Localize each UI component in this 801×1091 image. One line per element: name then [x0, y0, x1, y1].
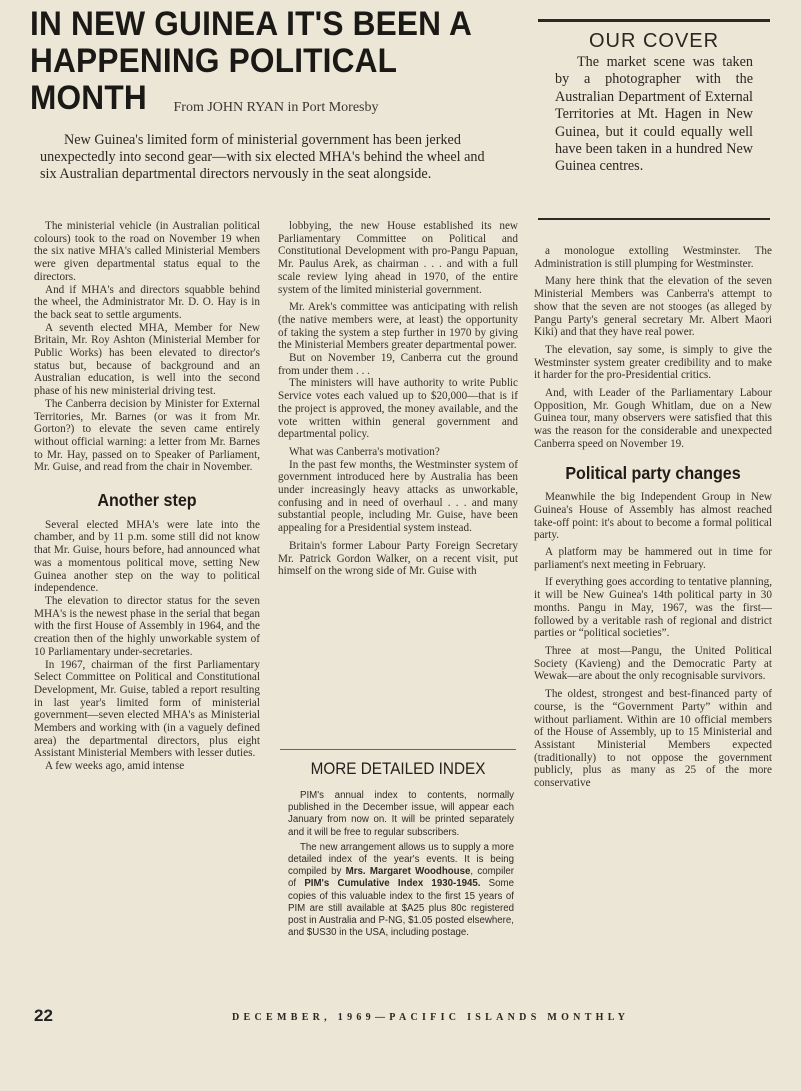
intro-paragraph: New Guinea's limited form of ministerial government has been jerked unexpectedly into second gear—with six elected MHA's behind the wheel and six Australian departmental directors nervously in the seat alongside. [40, 132, 485, 182]
index-box-rule [280, 749, 516, 750]
paragraph: The oldest, strongest and best-financed party of course, is the “Government Party” within and without parliament. Within are 10 official members of the House of Assembly, up to 15 Ministerial and Assistant Ministerial Members expected (traditionally) to not oppose the government publicly, plus as many as 25 of the more conservative [534, 688, 772, 790]
paragraph: Several elected MHA's were late into the chamber, and by 11 p.m. some still did not know that Mr. Guise, hours before, had announced what was a momentous political move, setting New Guinea another step on the way to political independence. [34, 518, 260, 595]
index-paragraph: PIM's annual index to contents, normally published in the December issue, will appear each January from now on. It will be printed separately and it will be free to regular subscribers. [288, 790, 514, 838]
paragraph: What was Canberra's motivation? [289, 445, 440, 458]
cover-box-text: The market scene was taken by a photographer with the Australian Department of External Territories at Mt. Hagen in New Guinea, but it could equally well have been taken in a hundred New Guinea centres. [555, 54, 753, 175]
paragraph: And if MHA's and directors squabble behind the wheel, the Administrator Mr. D. O. Hay is in the back seat to settle arguments. [34, 283, 260, 321]
index-box-body [288, 790, 514, 942]
index-box-title: MORE DETAILED INDEX [310, 759, 486, 778]
paragraph: But on November 19, Canberra cut the ground from under them . . . [278, 352, 518, 377]
index-text: , compiler of [288, 866, 514, 890]
paragraph: In 1967, chairman of the first Parliamentary Select Committee on Political and Constitutional Development, Mr. Guise, tabled a report resulting in last year's limited form of ministerial government—seven elected MHA's as Ministerial Members and working with (in a vaguely defined area) the departmental directors, plus eight Assistant Ministerial Members with lesser duties. [34, 658, 260, 760]
paragraph: Three at most—Pangu, the United Political Society (Kavieng) and the Democratic Party at Wewak—are about the only recognisable survivors. [534, 644, 772, 683]
page-number: 22 [34, 1006, 53, 1025]
index-publication-title: PIM's Cumulative Index 1930-1945. [304, 878, 481, 890]
paragraph: lobbying, the new House established its new Parliamentary Committee on Political and Constitutional Development with pro-Pangu Papuan, Mr. Paulus Arek, as chairman . . . and with a full scale review lying ahead in 1970, of the entire system of the limited ministerial government. [278, 220, 518, 296]
subhead-political-party-changes: Political party changes [565, 462, 741, 483]
byline: From JOHN RYAN in Port Moresby [173, 100, 379, 115]
paragraph: A seventh elected MHA, Member for New Britain, Mr. Roy Ashton (Ministerial Member for Public Works) has been elevated to director's status but, because of background and an Australian education, is well into the second phase of his new ministerial driving test. [34, 321, 260, 398]
paragraph: The Canberra decision by Minister for External Territories, Mr. Barnes (or was it from Mr. Gorton?) to elevate the seven came entirely without official warning: a letter from Mr. Barnes to Mr. Hay, passed on to Speaker of Parliament, Mr. Guise, and read from the chair in November. [34, 397, 260, 474]
cover-box-title: OUR COVER [588, 30, 720, 52]
subhead-another-step: Another step [97, 490, 197, 511]
paragraph: Mr. Arek's committee was anticipating with relish (the native members were, at least) the opportunity of taking the system a step further in 1970 by giving the Ministerial Members greater departmental power. [278, 301, 518, 352]
paragraph: A few weeks ago, amid intense [45, 760, 185, 773]
paragraph: The ministerial vehicle (in Australian political colours) took to the road on November 19 when the six native MHA's called Ministerial Members were given departmental status equal to the directors. [34, 220, 260, 283]
index-paragraph [288, 842, 514, 940]
paragraph: Many here think that the elevation of the seven Ministerial Members was Canberra's attempt to show that the seven are not stooges (as alleged by Pangu Party's general secretary Mr. Albert Maori Kiki) and that they have real power. [534, 275, 772, 339]
article-column-1 [34, 220, 260, 773]
paragraph: The elevation, say some, is simply to give the Westminster system greater credibility and to make it harder for the pro-Presidential critics. [534, 343, 772, 382]
index-text: Some copies of this valuable index to the first 15 years of PIM are still available at $A25 plus 80c registered post in Australia and P-NG, $1.05 posted elsewhere, and $US30 in the USA, including postage. [288, 878, 514, 939]
paragraph: a monologue extolling Westminster. The Administration is still plumping for Westminster. [534, 245, 772, 270]
cover-box-bottom-rule [538, 218, 770, 220]
cover-box-top-rule [538, 19, 770, 22]
headline: IN NEW GUINEA IT'S BEEN A HAPPENING POLITICAL MONTH [30, 5, 471, 117]
paragraph: Meanwhile the big Independent Group in New Guinea's House of Assembly has almost reached take-off point: it's about to become a formal political party. [534, 491, 772, 542]
paragraph: In the past few months, the Westminster system of government introduced here by Australia has been under increasingly heavy attacks as unworkable, confusing and in need of overhaul . . . and many substantial people, including Mr. Guise, have been appealing for a Presidential system instead. [278, 458, 518, 535]
index-text: The new arrangement allows us to supply a more detailed index of the year's events. It is being compiled by [288, 841, 514, 878]
paragraph: Britain's former Labour Party Foreign Secretary Mr. Patrick Gordon Walker, on a recent visit, put himself on the wrong side of Mr. Guise with [278, 539, 518, 578]
paragraph: The elevation to director status for the seven MHA's is the newest phase in the serial that began with the first House of Assembly in 1964, and the creation then of the highly unworkable system of 10 Parliamentary under-secretaries. [34, 594, 260, 658]
running-footer: DECEMBER, 1969—PACIFIC ISLANDS MONTHLY [232, 1012, 630, 1023]
compiler-name: Mrs. Margaret Woodhouse [345, 866, 471, 878]
article-column-3 [534, 245, 772, 790]
paragraph: A platform may be hammered out in time for parliament's next meeting in February. [534, 546, 772, 571]
paragraph: And, with Leader of the Parliamentary Labour Opposition, Mr. Gough Whitlam, due on a New Guinea tour, many observers were satisfied that this was the reason for the considerable and unexpected Canberra speed on November 19. [534, 387, 772, 450]
article-column-2 [278, 220, 518, 578]
paragraph: The ministers will have authority to write Public Service votes each valued up to $20,000—that is if the project is approved, the money available, and the vote written within general government and departmental policy. [278, 377, 518, 441]
paragraph: If everything goes according to tentative planning, it will be New Guinea's 14th political party in 30 months. Pangu in May, 1967, was the first—followed by a veritable rash of regional and district parties or “political societies”. [534, 576, 772, 640]
